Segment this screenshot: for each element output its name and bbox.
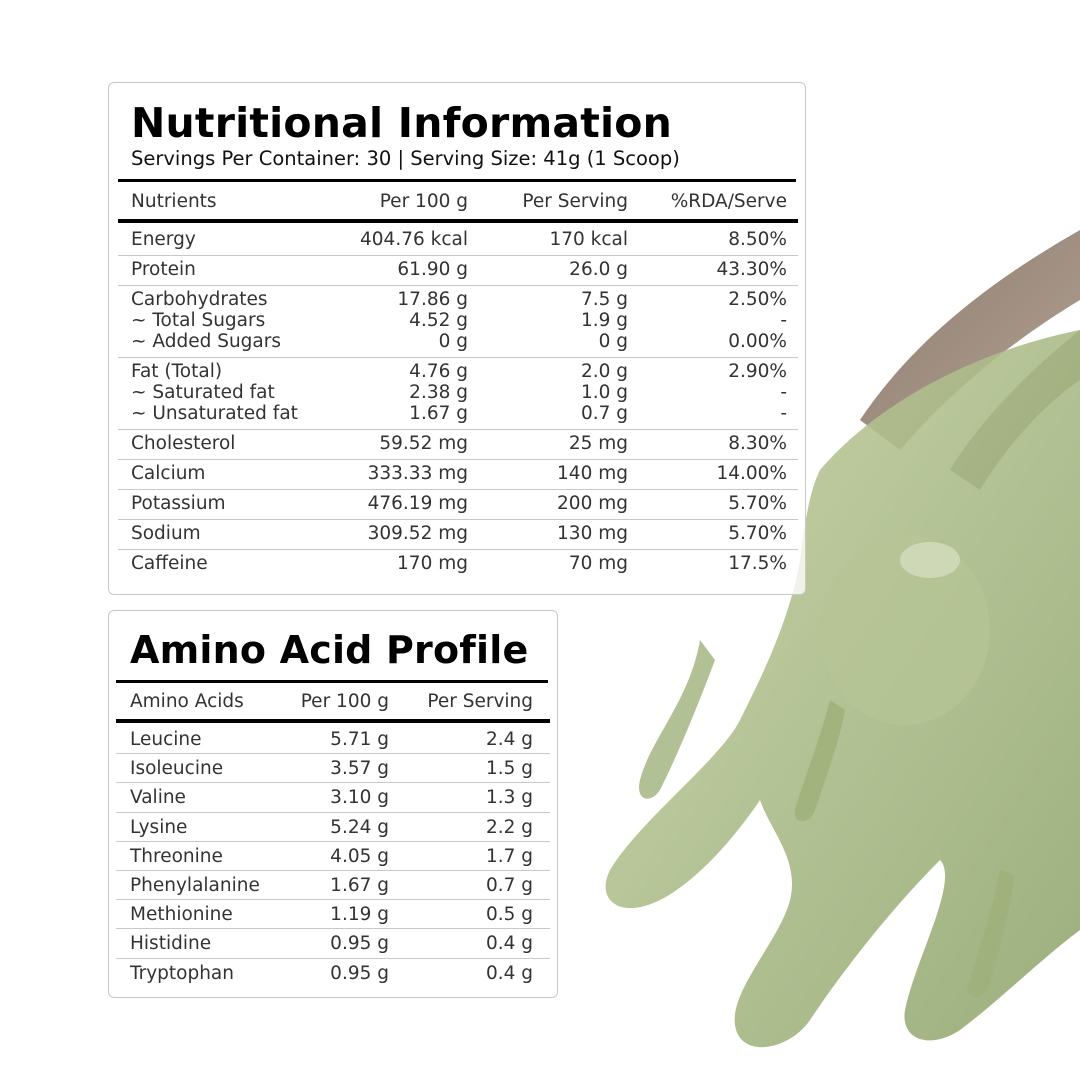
row-divider — [116, 899, 550, 900]
per-serving-value: 2.0 g — [580, 361, 628, 382]
per-serving-value: 26.0 g — [569, 259, 628, 280]
amino-acid-panel — [108, 610, 558, 998]
per-100g-value: 4.52 g — [409, 310, 468, 331]
per-100g-value: 3.57 g — [330, 758, 389, 779]
amino-header-bottom-rule — [116, 719, 550, 723]
column-header-per-serving-value: Per Serving — [427, 691, 533, 712]
per-serving-value: 2.2 g — [485, 817, 533, 838]
rda-value: 0.00% — [728, 331, 787, 352]
column-header-per-serving-value: Per Serving — [522, 191, 628, 212]
column-header-rda-value: %RDA/Serve — [670, 191, 787, 212]
nutrient-name: Cholesterol — [131, 433, 236, 454]
per-100g-value: 17.86 g — [397, 289, 468, 310]
header-bottom-rule — [118, 219, 798, 223]
per-serving-value: 1.5 g — [485, 758, 533, 779]
row-divider — [116, 928, 550, 929]
row-divider — [116, 812, 550, 813]
rda-value: 8.30% — [728, 433, 787, 454]
amino-acid-name: Valine — [130, 787, 186, 808]
nutrition-facts-panel — [108, 82, 806, 595]
rda-value: - — [780, 382, 787, 403]
per-100g-value: 61.90 g — [397, 259, 468, 280]
amino-acid-name: Tryptophan — [130, 963, 234, 984]
per-100g-value: 1.67 g — [409, 403, 468, 424]
column-header-per-100g-value: Per 100 g — [300, 691, 389, 712]
per-100g-value: 404.76 kcal — [360, 229, 468, 250]
per-100g-value: 4.05 g — [330, 846, 389, 867]
column-header-per-100g-value: Per 100 g — [379, 191, 468, 212]
nutrient-name: Caffeine — [131, 553, 208, 574]
per-100g-value: 309.52 mg — [367, 523, 468, 544]
per-100g-value: 2.38 g — [409, 382, 468, 403]
amino-acid-name: Phenylalanine — [130, 875, 260, 896]
nutrient-name: Potassium — [131, 493, 226, 514]
nutrition-table — [109, 83, 807, 596]
rda-value: 8.50% — [728, 229, 787, 250]
rda-value: 2.90% — [728, 361, 787, 382]
per-100g-value: 4.76 g — [409, 361, 468, 382]
per-100g-value: 0 g — [438, 331, 468, 352]
per-100g-value: 1.67 g — [330, 875, 389, 896]
nutrient-name: ~ Added Sugars — [131, 331, 281, 352]
per-serving-value: 200 mg — [557, 493, 628, 514]
row-divider — [116, 870, 550, 871]
per-serving-value: 130 mg — [557, 523, 628, 544]
nutrient-name: Fat (Total) — [131, 361, 223, 382]
column-header-nutrient-name: Nutrients — [131, 191, 217, 212]
per-serving-value: 170 kcal — [549, 229, 628, 250]
row-divider — [116, 782, 550, 783]
row-divider — [118, 255, 798, 256]
amino-acid-name: Isoleucine — [130, 758, 224, 779]
per-serving-value: 0.7 g — [580, 403, 628, 424]
per-serving-value: 70 mg — [568, 553, 628, 574]
nutrient-name: Energy — [131, 229, 196, 250]
nutrient-name: ~ Unsaturated fat — [131, 403, 298, 424]
nutrient-name: Protein — [131, 259, 196, 280]
per-serving-value: 0.5 g — [485, 904, 533, 925]
per-serving-value: 140 mg — [557, 463, 628, 484]
per-serving-value: 1.3 g — [485, 787, 533, 808]
per-100g-value: 3.10 g — [330, 787, 389, 808]
rda-value: 43.30% — [716, 259, 787, 280]
rda-value: 2.50% — [728, 289, 787, 310]
amino-acid-name: Methionine — [130, 904, 233, 925]
rda-value: 17.5% — [728, 553, 787, 574]
per-serving-value: 1.7 g — [485, 846, 533, 867]
per-serving-value: 2.4 g — [485, 729, 533, 750]
row-divider — [118, 519, 798, 520]
amino-acid-name: Leucine — [130, 729, 202, 750]
nutrition-title: Nutritional Information — [131, 99, 673, 147]
servings-info: Servings Per Container: 30 | Serving Size: 41g (1 Scoop) — [131, 147, 680, 170]
row-divider — [116, 753, 550, 754]
column-header-amino-acid-name: Amino Acids — [130, 691, 244, 712]
per-serving-value: 0.4 g — [485, 963, 533, 984]
amino-title: Amino Acid Profile — [130, 628, 529, 672]
rda-value: 5.70% — [728, 493, 787, 514]
per-100g-value: 333.33 mg — [367, 463, 468, 484]
row-divider — [116, 958, 550, 959]
rda-value: 14.00% — [716, 463, 787, 484]
row-divider — [118, 549, 798, 550]
per-serving-value: 25 mg — [568, 433, 628, 454]
row-divider — [118, 357, 798, 358]
nutrient-name: Carbohydrates — [131, 289, 268, 310]
per-serving-value: 1.0 g — [580, 382, 628, 403]
row-divider — [116, 841, 550, 842]
amino-acid-name: Lysine — [130, 817, 188, 838]
row-divider — [118, 285, 798, 286]
nutrient-name: Calcium — [131, 463, 206, 484]
per-100g-value: 5.71 g — [330, 729, 389, 750]
per-100g-value: 1.19 g — [330, 904, 389, 925]
per-100g-value: 59.52 mg — [379, 433, 468, 454]
amino-table — [109, 611, 559, 999]
rda-value: - — [780, 403, 787, 424]
nutrient-name: Sodium — [131, 523, 201, 544]
row-divider — [118, 489, 798, 490]
nutrient-name: ~ Total Sugars — [131, 310, 266, 331]
per-serving-value: 0.4 g — [485, 933, 533, 954]
per-serving-value: 7.5 g — [580, 289, 628, 310]
per-100g-value: 0.95 g — [330, 963, 389, 984]
rda-value: - — [780, 310, 787, 331]
per-serving-value: 1.9 g — [580, 310, 628, 331]
nutrient-name: ~ Saturated fat — [131, 382, 275, 403]
per-serving-value: 0.7 g — [485, 875, 533, 896]
per-100g-value: 5.24 g — [330, 817, 389, 838]
per-serving-value: 0 g — [598, 331, 628, 352]
per-100g-value: 0.95 g — [330, 933, 389, 954]
row-divider — [118, 459, 798, 460]
amino-acid-name: Threonine — [130, 846, 223, 867]
amino-acid-name: Histidine — [130, 933, 212, 954]
rda-value: 5.70% — [728, 523, 787, 544]
row-divider — [118, 429, 798, 430]
per-100g-value: 170 mg — [397, 553, 468, 574]
per-100g-value: 476.19 mg — [367, 493, 468, 514]
